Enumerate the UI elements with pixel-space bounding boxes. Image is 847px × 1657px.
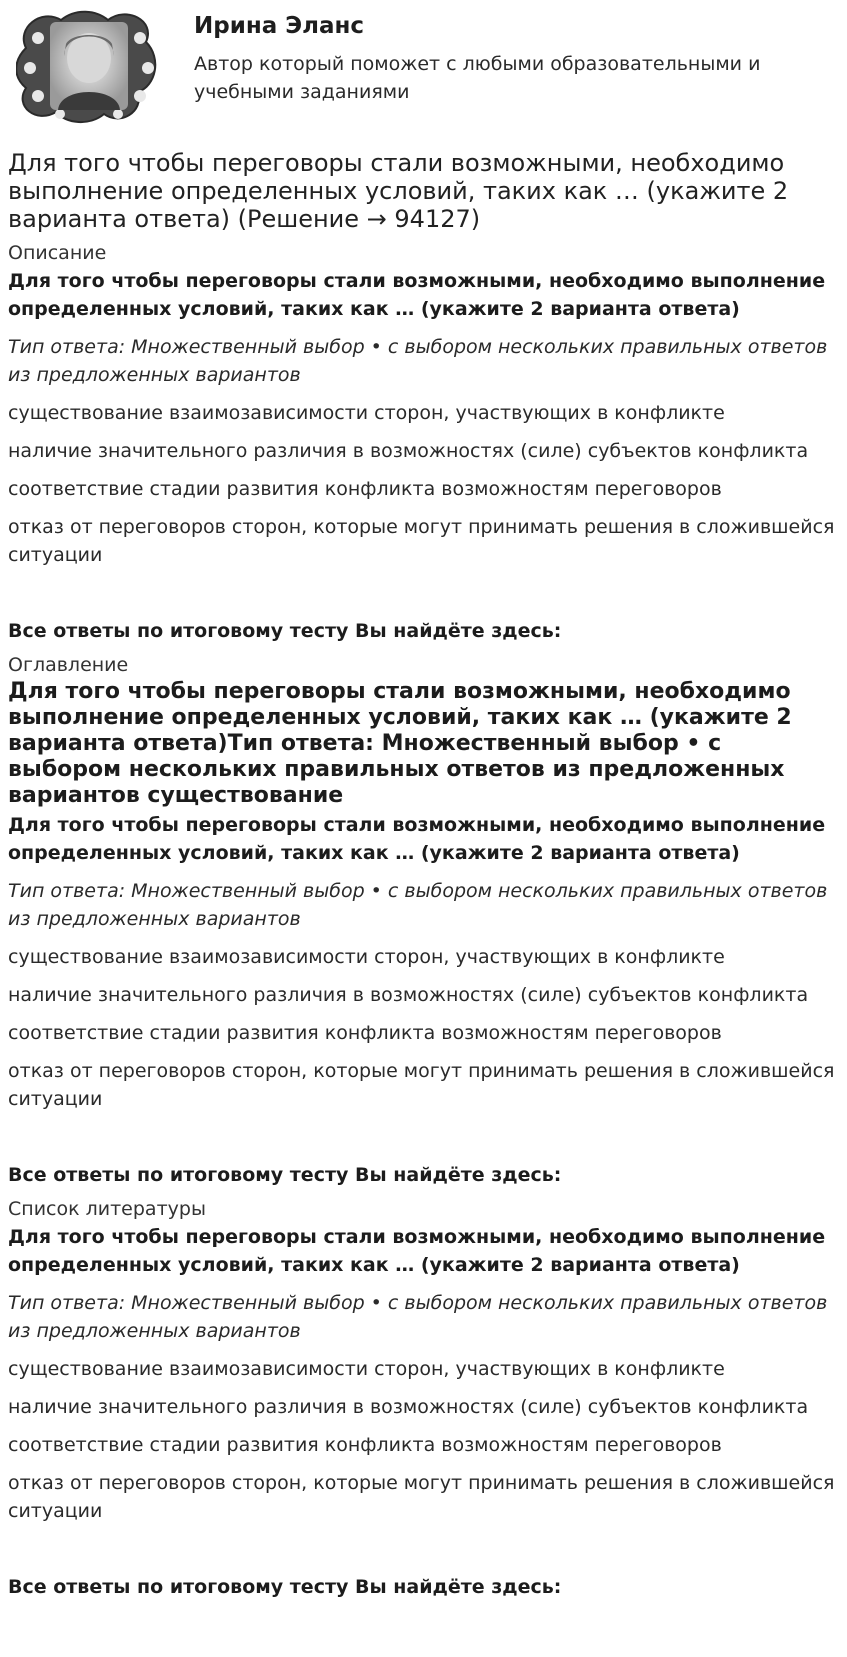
section-label-literature: Список литературы <box>8 1198 206 1220</box>
literature-section <box>8 1197 839 1601</box>
option-item: существование взаимозависимости сторон, участвующих в конфликте <box>8 946 725 968</box>
option-item: соответствие стадии развития конфликта возможностям переговоров <box>8 1022 722 1044</box>
toc-heading: Для того чтобы переговоры стали возможными, необходимо выполнение определенных условий, таких как … (укажите 2 варианта ответа)Тип ответа: Множественный выбор • с выбором нескольких правильных ответов из предложенных вариантов существование <box>8 679 792 808</box>
option-item: наличие значительного различия в возможностях (силе) субъектов конфликта <box>8 1396 809 1418</box>
answer-type: Тип ответа: Множественный выбор • с выбором нескольких правильных ответов из предложенных вариантов <box>8 1292 828 1342</box>
option-item: соответствие стадии развития конфликта возможностям переговоров <box>8 1434 722 1456</box>
option-item: наличие значительного различия в возможностях (силе) субъектов конфликта <box>8 440 809 462</box>
answer-type: Тип ответа: Множественный выбор • с выбором нескольких правильных ответов из предложенных вариантов <box>8 880 828 930</box>
author-name[interactable]: Ирина Эланс <box>194 13 365 39</box>
option-item: отказ от переговоров сторон, которые могут принимать решения в сложившейся ситуации <box>8 1060 835 1110</box>
option-item: существование взаимозависимости сторон, участвующих в конфликте <box>8 402 725 424</box>
film-reel-portrait-icon <box>16 8 162 126</box>
option-item: соответствие стадии развития конфликта возможностям переговоров <box>8 478 722 500</box>
page-title: Для того чтобы переговоры стали возможными, необходимо выполнение определенных условий, таких как … (укажите 2 варианта ответа) (Решение → 94127) <box>8 149 789 233</box>
author-card <box>8 0 839 132</box>
option-item: отказ от переговоров сторон, которые могут принимать решения в сложившейся ситуации <box>8 1472 835 1522</box>
option-item: отказ от переговоров сторон, которые могут принимать решения в сложившейся ситуации <box>8 516 835 566</box>
question-text: Для того чтобы переговоры стали возможными, необходимо выполнение определенных условий, таких как … (укажите 2 варианта ответа) <box>8 814 826 864</box>
section-label-toc: Оглавление <box>8 654 129 676</box>
section-label-description: Описание <box>8 242 107 264</box>
all-answers-text: Все ответы по итоговому тесту Вы найдёте здесь: <box>8 1164 562 1186</box>
option-item: существование взаимозависимости сторон, участвующих в конфликте <box>8 1358 725 1380</box>
all-answers-text: Все ответы по итоговому тесту Вы найдёте здесь: <box>8 1576 562 1598</box>
description-section <box>8 241 839 645</box>
all-answers-text: Все ответы по итоговому тесту Вы найдёте здесь: <box>8 620 562 642</box>
author-description: Автор который поможет с любыми образовательными и учебными заданиями <box>194 53 761 103</box>
option-item: наличие значительного различия в возможностях (силе) субъектов конфликта <box>8 984 809 1006</box>
question-text: Для того чтобы переговоры стали возможными, необходимо выполнение определенных условий, таких как … (укажите 2 варианта ответа) <box>8 270 826 320</box>
answer-type: Тип ответа: Множественный выбор • с выбором нескольких правильных ответов из предложенных вариантов <box>8 336 828 386</box>
toc-section <box>8 653 839 1189</box>
question-text: Для того чтобы переговоры стали возможными, необходимо выполнение определенных условий, таких как … (укажите 2 варианта ответа) <box>8 1226 826 1276</box>
